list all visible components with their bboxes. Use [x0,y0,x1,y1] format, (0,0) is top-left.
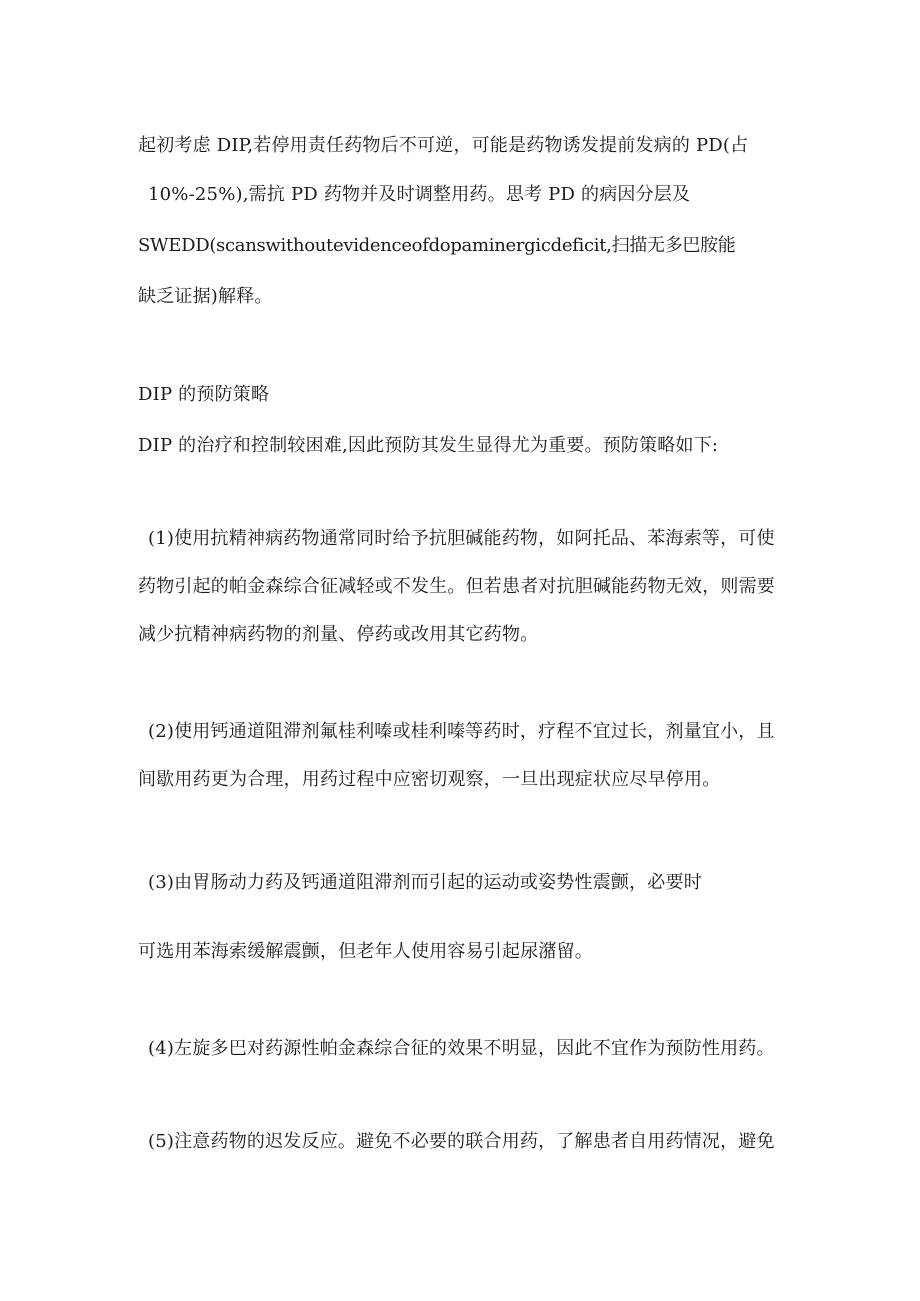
paragraph-1-line-3: SWEDD(scanswithoutevidenceofdopaminergicdeficit,扫描无多巴胺能 [138,235,736,256]
strategy-4-line-1: (4)左旋多巴对药源性帕金森综合征的效果不明显，因此不宜作为预防性用药。 [148,1038,775,1059]
strategy-1-line-3: 减少抗精神病药物的剂量、停药或改用其它药物。 [138,624,539,645]
strategy-2-line-2: 间歇用药更为合理，用药过程中应密切观察，一旦出现症状应尽早停用。 [138,769,721,790]
strategy-3-line-1: (3)由胃肠动力药及钙通道阻滞剂而引起的运动或姿势性震颤，必要时 [148,872,702,893]
strategy-2-line-1: (2)使用钙通道阻滞剂氟桂利嗪或桂利嗪等药时，疗程不宜过长，剂量宜小，且 [148,721,775,742]
strategy-1-line-2: 药物引起的帕金森综合征减轻或不发生。但若患者对抗胆碱能药物无效，则需要 [138,576,775,597]
strategy-1-line-1: (1)使用抗精神病药物通常同时给予抗胆碱能药物，如阿托品、苯海索等，可使 [148,528,775,549]
strategy-5-line-1: (5)注意药物的迟发反应。避免不必要的联合用药，了解患者自用药情况，避免 [148,1131,775,1152]
paragraph-1-line-1: 起初考虑 DIP,若停用责任药物后不可逆，可能是药物诱发提前发病的 PD(占 [138,135,749,156]
paragraph-1-line-2: 10%-25%),需抗 PD 药物并及时调整用药。思考 PD 的病因分层及 [148,184,691,205]
strategy-3-line-2: 可选用苯海索缓解震颤，但老年人使用容易引起尿潴留。 [138,941,593,962]
paragraph-1-line-4: 缺乏证据)解释。 [138,286,273,307]
section-heading: DIP 的预防策略 [138,384,270,405]
intro-paragraph: DIP 的治疗和控制较困难,因此预防其发生显得尤为重要。预防策略如下: [138,435,719,456]
